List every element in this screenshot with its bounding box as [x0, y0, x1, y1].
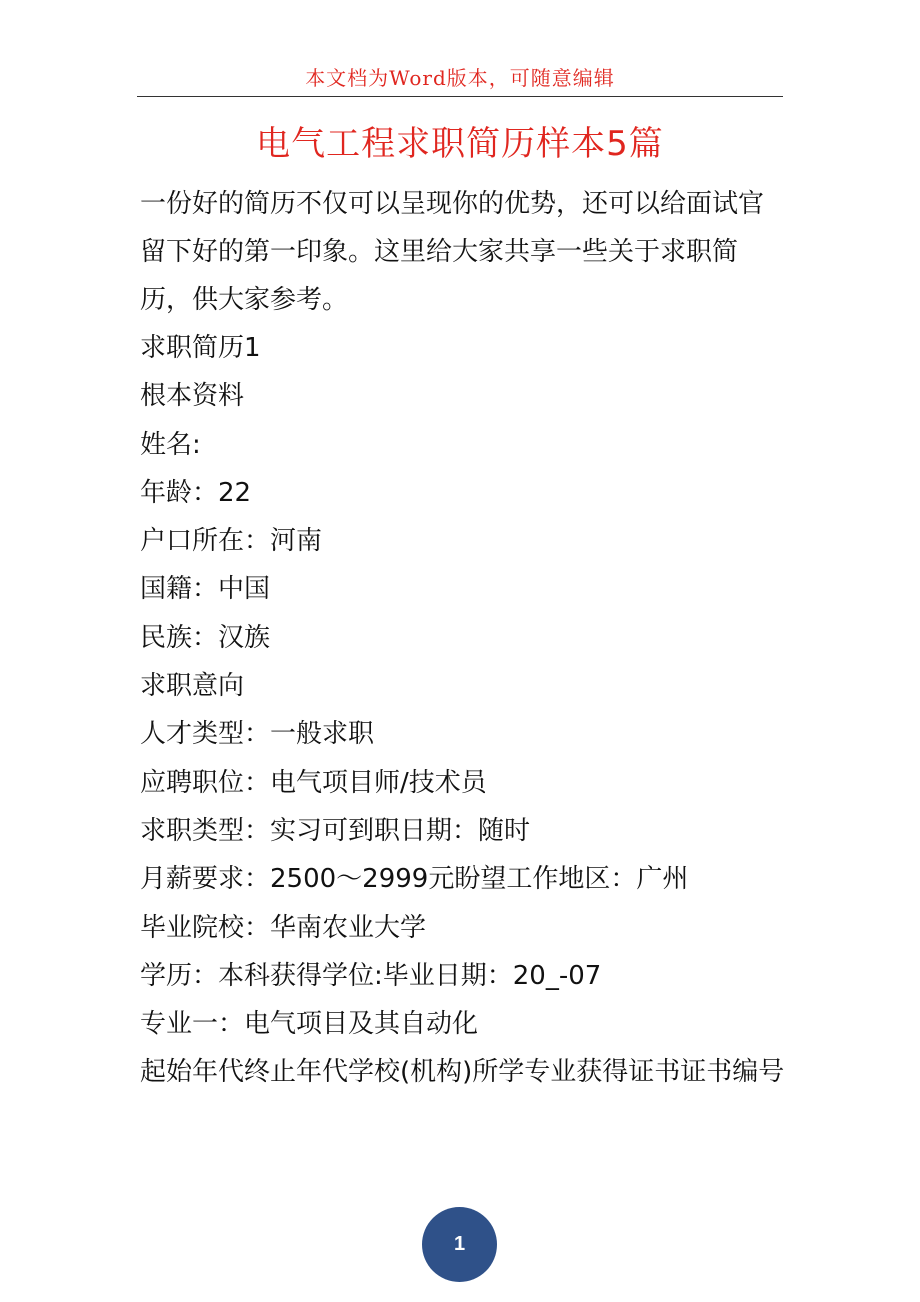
field-residence: 户口所在：河南 [140, 526, 323, 557]
intro-paragraph: 一份好的简历不仅可以呈现你的优势，还可以给面试官留下好的第一印象。这里给大家共享一些关于求职简历，供大家参考。 [140, 189, 765, 315]
header-note: 本文档为Word版本，可随意编辑 [305, 66, 615, 90]
field-talent-type: 人才类型：一般求职 [140, 719, 375, 750]
header-rule [137, 96, 783, 97]
resume-heading: 求职简历1 [140, 333, 261, 363]
page-number-badge: 1 [422, 1207, 497, 1282]
field-salary: 月薪要求：2500～2999元盼望工作地区：广州 [140, 864, 689, 895]
field-nationality: 国籍：中国 [140, 574, 271, 605]
field-ethnicity: 民族：汉族 [140, 622, 271, 653]
education-table-header: 起始年代终止年代学校(机构)所学专业获得证书证书编号 [140, 1057, 785, 1088]
section-basic-info: 根本资料 [140, 381, 245, 412]
document-title: 电气工程求职简历样本5篇 [256, 124, 664, 164]
field-position: 应聘职位：电气项目师/技术员 [140, 767, 487, 798]
document-body [140, 180, 786, 1097]
field-age: 年龄：22 [140, 477, 252, 508]
field-education: 学历：本科获得学位:毕业日期：20_-07 [140, 960, 602, 991]
field-major: 专业一：电气项目及其自动化 [140, 1009, 479, 1040]
field-name: 姓名: [140, 429, 201, 460]
field-job-type: 求职类型：实习可到职日期：随时 [140, 815, 531, 846]
section-job-intention: 求职意向 [140, 671, 245, 702]
field-school: 毕业院校：华南农业大学 [140, 912, 427, 943]
